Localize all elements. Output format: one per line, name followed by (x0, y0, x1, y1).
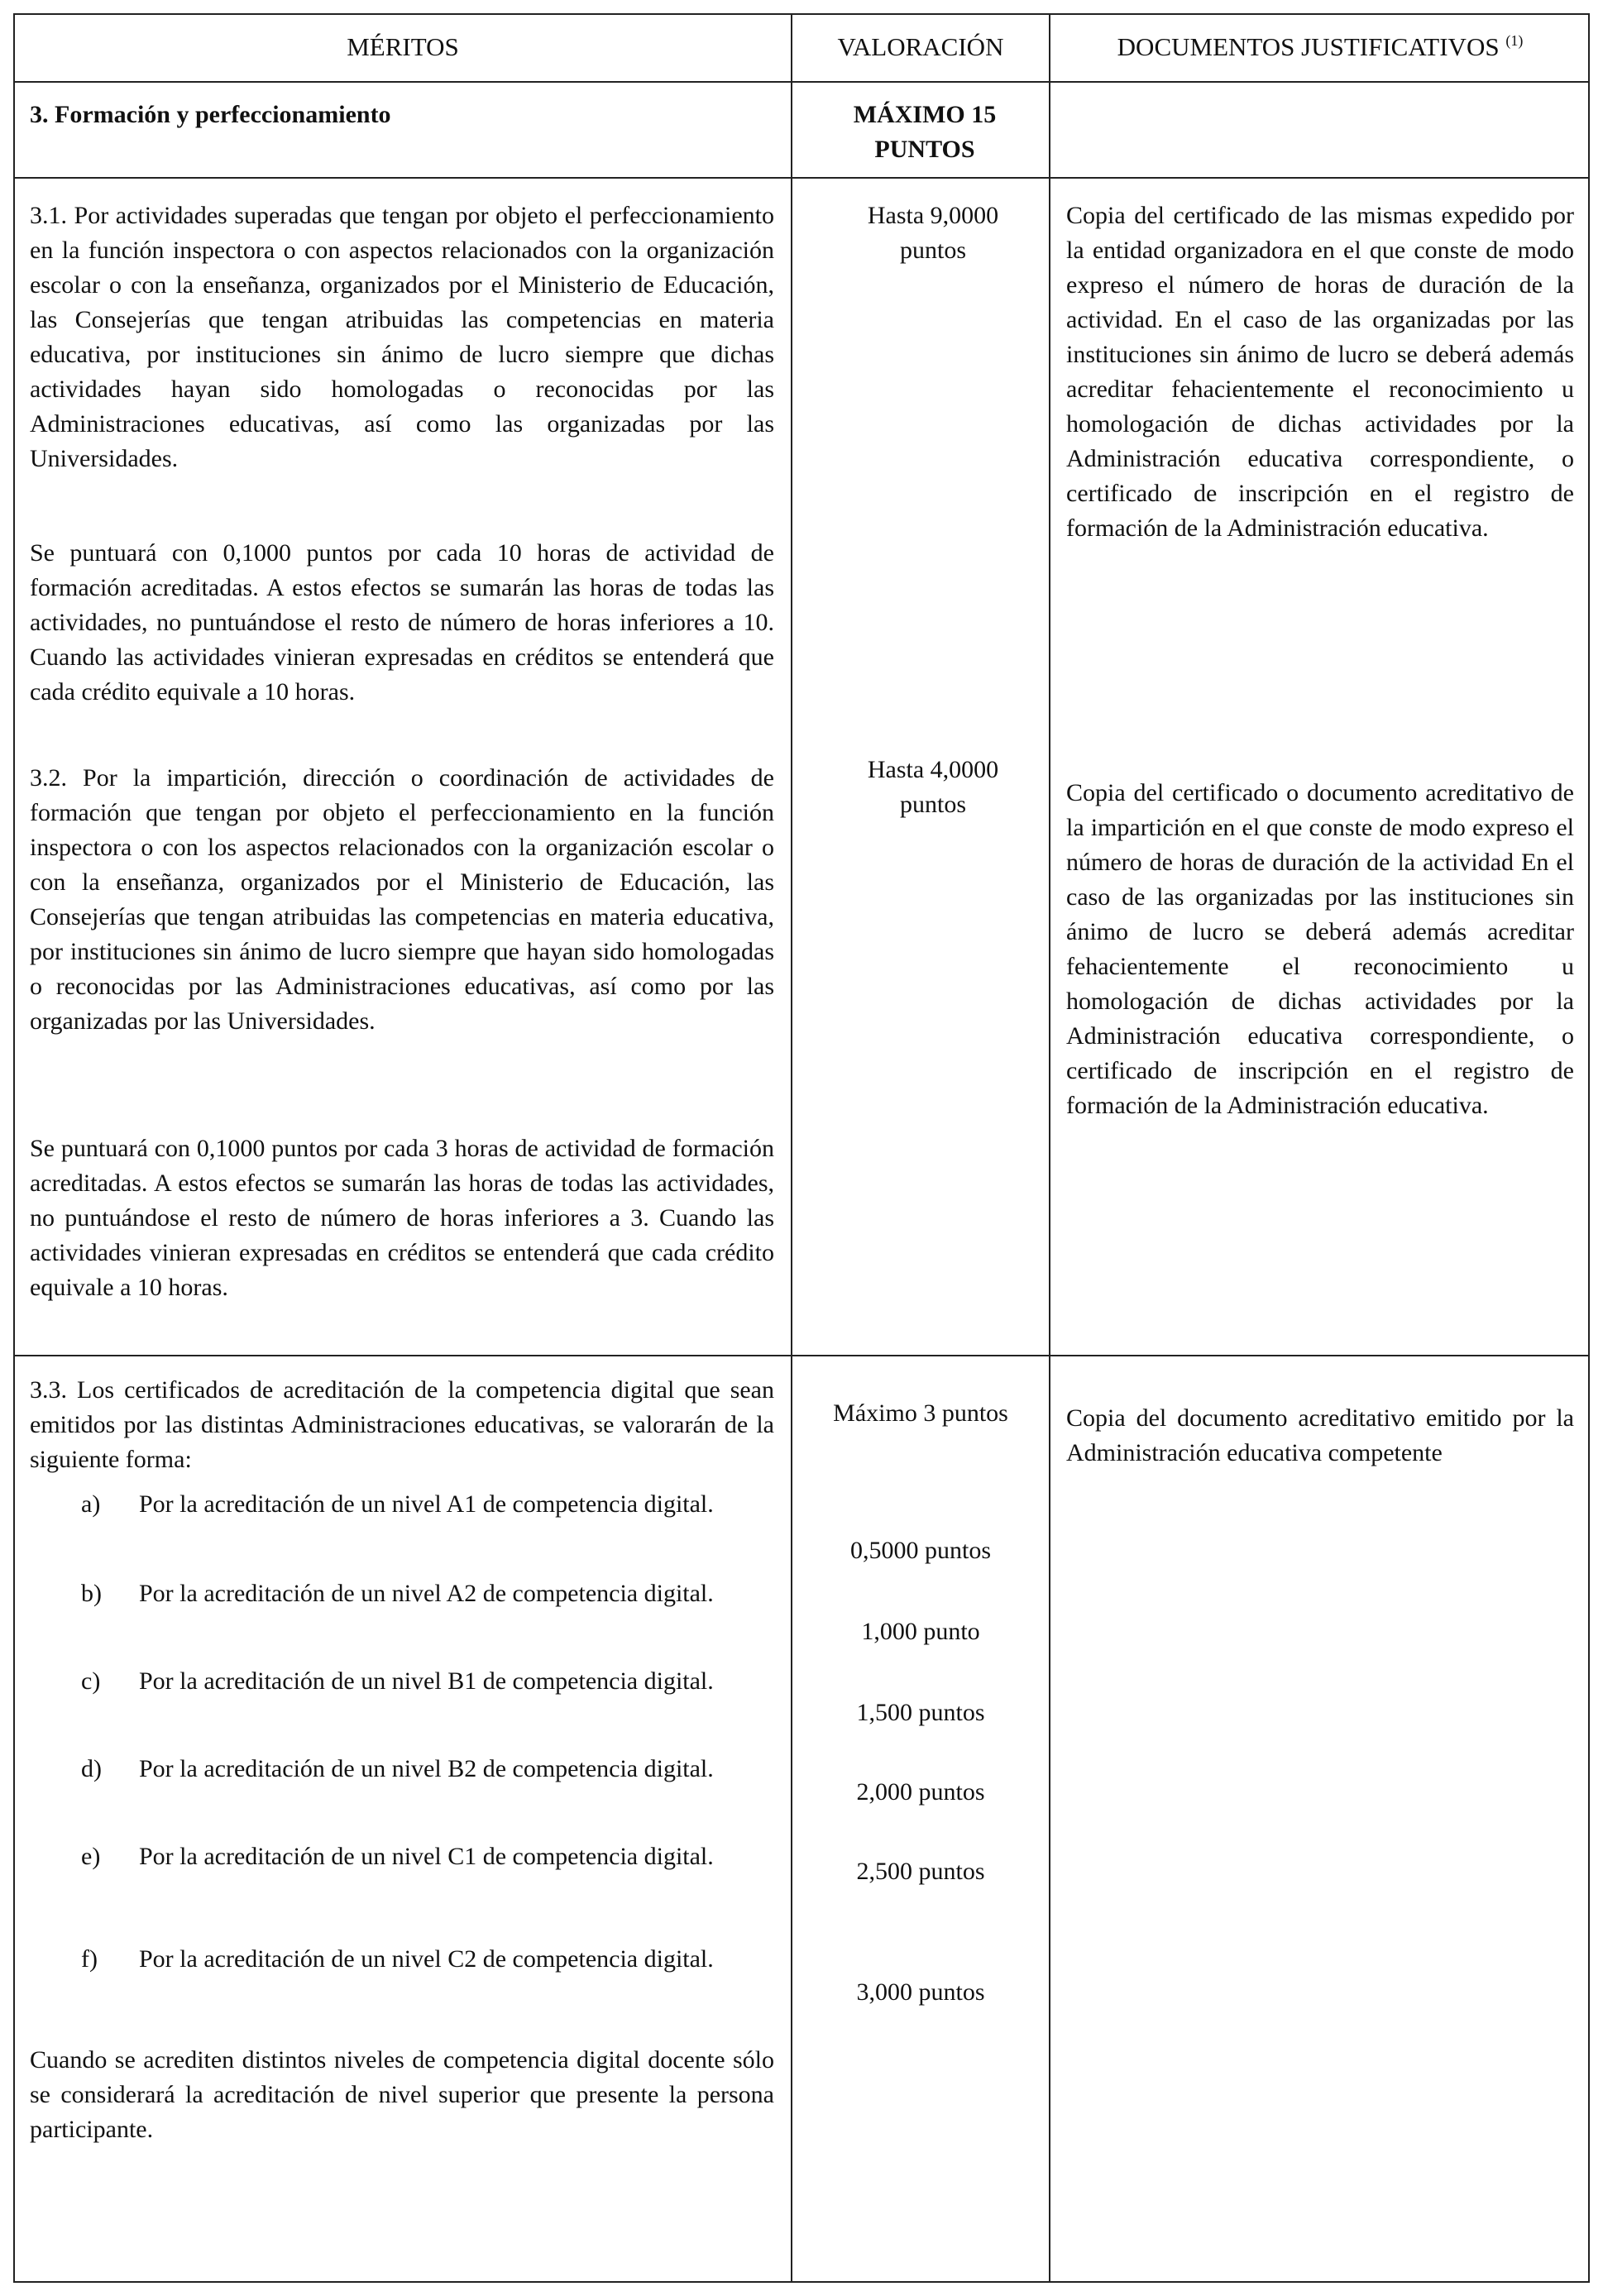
item-3-2-scoring: Se puntuará con 0,1000 puntos por cada 3 horas de actividad de formación acreditadas. A estos efectos se sumarán las horas de todas las actividades, no puntuándose el resto de número de horas inferiores a 3. Cuando las actividades vinieran expresadas en créditos se entenderá que cada crédito equivale a 10 horas. (30, 1135, 774, 1301)
level-points: 3,000 puntos (856, 1978, 985, 2006)
row-divider (15, 81, 1588, 83)
column-divider (791, 15, 792, 2281)
level-text: Por la acreditación de un nivel C2 de competencia digital. (139, 1945, 714, 1973)
item-3-1-documentos: Copia del certificado de las mismas expedido por la entidad organizadora en el que conste de modo expreso el número de horas de duración de la actividad. En el caso de las organizadas por las instituciones sin ánimo de lucro se deberá además acreditar fehacientemente el reconocimiento u homologación de dichas actividades por la Administración educativa correspondiente, o certificado de inscripción en el registro de formación de la Administración educativa. (1066, 202, 1574, 542)
item-3-1-scoring: Se puntuará con 0,1000 puntos por cada 10 horas de actividad de formación acreditadas. A estos efectos se sumarán las horas de todas las actividades, no puntuándose el resto de número de horas inferiores a 10. Cuando las actividades vinieran expresadas en créditos se entenderá que cada crédito equivale a 10 horas. (30, 539, 774, 706)
level-text: Por la acreditación de un nivel A1 de competencia digital. (139, 1490, 714, 1518)
row-divider (15, 1355, 1588, 1356)
header-valoracion: VALORACIÓN (837, 32, 1004, 61)
column-divider (1049, 15, 1050, 2281)
item-3-1-valoracion: Hasta 9,0000 puntos (867, 202, 999, 264)
level-letter: e) (81, 1843, 101, 1870)
level-points: 1,500 puntos (856, 1699, 985, 1726)
header-documentos-text: DOCUMENTOS JUSTIFICATIVOS (1117, 32, 1500, 61)
item-3-1-text: 3.1. Por actividades superadas que tengan por objeto el perfeccionamiento en la función inspectora o con aspectos relacionados con la organización escolar o con la enseñanza, organizados por el Ministerio de Educación, las Consejerías que tengan atribuidas las competencias en materia educativa, por instituciones sin ánimo de lucro siempre que dichas actividades hayan sido homologadas o reconocidas por las Administraciones educativas, así como las organizadas por las Universidades. (30, 202, 774, 472)
level-letter: a) (81, 1490, 101, 1518)
merits-table (13, 13, 1590, 2283)
level-text: Por la acreditación de un nivel B2 de competencia digital. (139, 1755, 714, 1782)
item-3-2-text: 3.2. Por la impartición, dirección o coordinación de actividades de formación que tengan por objeto el perfeccionamiento en la función inspectora o con los aspectos relacionados con la organización escolar o con la enseñanza, organizados por el Ministerio de Educación, las Consejerías que tengan atribuidas las competencias en materia educativa, por instituciones sin ánimo de lucro siempre que hayan sido homologadas o reconocidas por las Administraciones educativas, así como por las organizadas por las Universidades. (30, 764, 774, 1035)
item-3-2-documentos: Copia del certificado o documento acreditativo de la impartición en el que conste de modo expreso el número de horas de duración de la actividad En el caso de las organizadas por las instituciones sin ánimo de lucro se deberá además acreditar fehacientemente el reconocimiento u homologación de dichas actividades por la Administración educativa correspondiente, o certificado de inscripción en el registro de formación de la Administración educativa. (1066, 779, 1574, 1119)
level-letter: b) (81, 1580, 102, 1607)
header-documentos (1050, 30, 1590, 65)
level-letter: c) (81, 1667, 101, 1695)
level-points: 1,000 punto (861, 1618, 980, 1645)
level-letter: d) (81, 1755, 102, 1782)
item-3-3-documentos: Copia del documento acreditativo emitido por la Administración educativa competente (1066, 1404, 1574, 1466)
level-text: Por la acreditación de un nivel A2 de competencia digital. (139, 1580, 714, 1607)
section-max-points: MÁXIMO 15 PUNTOS (853, 101, 997, 163)
item-3-2-valoracion: Hasta 4,0000 puntos (867, 756, 999, 818)
item-3-3-text: 3.3. Los certificados de acreditación de la competencia digital que sean emitidos por las distintas Administraciones educativas, se valorarán de la siguiente forma: (30, 1376, 774, 1473)
level-text: Por la acreditación de un nivel B1 de competencia digital. (139, 1667, 714, 1695)
section-title: 3. Formación y perfeccionamiento (30, 101, 391, 128)
item-3-3-note: Cuando se acrediten distintos niveles de competencia digital docente sólo se considerará la acreditación de nivel superior que presente la persona participante. (30, 2046, 774, 2143)
row-divider (15, 177, 1588, 179)
level-points: 2,500 puntos (856, 1858, 985, 1885)
level-points: 0,5000 puntos (849, 1537, 991, 1564)
item-3-3-valoracion: Máximo 3 puntos (833, 1399, 1008, 1427)
level-text: Por la acreditación de un nivel C1 de competencia digital. (139, 1843, 714, 1870)
footnote-marker: (1) (1505, 32, 1524, 49)
level-letter: f) (81, 1945, 98, 1973)
header-meritos: MÉRITOS (347, 32, 459, 61)
level-points: 2,000 puntos (856, 1778, 985, 1806)
